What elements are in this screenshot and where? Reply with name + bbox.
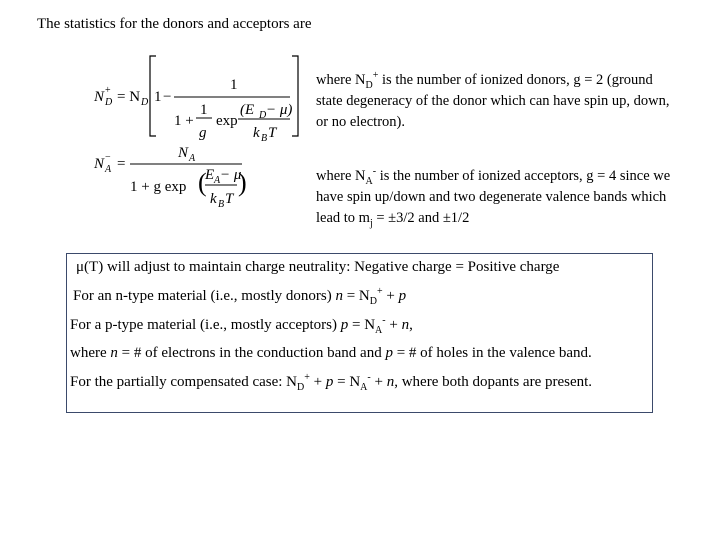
box-line-compensated: For the partially compensated case: $N_D^+ + p = N_A^- + n$, where both dopants are present. bbox=[70, 372, 593, 393]
box-line-n-type: For an n-type material (i.e., mostly donors) $n = N_D^+ + p$ bbox=[73, 286, 407, 307]
eq-donor-den-T: T bbox=[268, 125, 277, 141]
eq-donor-num-mu: − μ) bbox=[266, 102, 293, 118]
eq-acc-den: 1 + g exp bbox=[130, 179, 187, 195]
eq-acc-minus-mu: − μ bbox=[220, 167, 242, 183]
eq-donor-exp: exp bbox=[216, 113, 238, 129]
eq-donor-den-1plus: 1 + bbox=[174, 113, 194, 129]
page-heading: The statistics for the donors and acceptors are bbox=[37, 16, 312, 32]
box-line-p-type: For a p-type material (i.e., mostly acceptors) $p = N_A^- + n$, bbox=[70, 315, 413, 336]
box-line-definitions: where n = # of electrons in the conduction band and p = # of holes in the valence band. bbox=[70, 345, 592, 361]
eq-donor-num-sub: D bbox=[259, 110, 267, 121]
eq-acc-equals: = bbox=[117, 156, 126, 172]
eq-acc-lhs-N: N bbox=[94, 156, 105, 172]
eq-acc-k: k bbox=[210, 191, 217, 207]
eq-acc-num-sub: A bbox=[189, 153, 196, 164]
eq-donor-frac-1: 1 bbox=[200, 102, 208, 118]
eq-donor-minus: − bbox=[163, 89, 172, 105]
eq-acc-lhs-sup: − bbox=[105, 152, 111, 163]
eq-donor-eq-sub: D bbox=[141, 97, 149, 108]
eq-donor-lhs-N: N bbox=[94, 89, 105, 105]
eq-acc-T: T bbox=[225, 191, 234, 207]
acceptor-equation bbox=[90, 145, 250, 215]
eq-donor-num-1: 1 bbox=[230, 77, 238, 93]
box-line-neutrality: μ(T) will adjust to maintain charge neutrality: Negative charge = Positive charge bbox=[76, 259, 560, 275]
eq-donor-equals: = N bbox=[117, 89, 141, 105]
eq-acc-num-N: N bbox=[178, 145, 189, 161]
eq-acc-paren-r: ) bbox=[238, 168, 247, 197]
eq-acc-k-sub: B bbox=[218, 199, 225, 210]
charge-neutrality-box bbox=[66, 253, 653, 413]
eq-donor-lhs-sub: D bbox=[105, 97, 113, 108]
eq-acc-paren-l: ( bbox=[198, 168, 207, 197]
eq-acc-lhs-sub: A bbox=[105, 164, 112, 175]
eq-donor-den-k: k bbox=[253, 125, 260, 141]
eq-donor-frac-g: g bbox=[199, 125, 207, 141]
eq-donor-one: 1 bbox=[154, 89, 162, 105]
eq-donor-num-E: (E bbox=[240, 102, 255, 118]
donor-description: where $N_D^+$ is the number of ionized donors, g = 2 (ground state degeneracy of the donor which can have spin up, down, or no electron). bbox=[316, 70, 670, 130]
eq-acc-E-sub: A bbox=[214, 175, 221, 186]
acceptor-description: where $N_A^-$ is the number of ionized acceptors, g = 4 since we have spin up/down and two degenerate valence bands which lead to $m_j = \pm 3/2$ and ±1/2 bbox=[316, 166, 671, 229]
eq-acc-E: E bbox=[205, 167, 215, 183]
eq-donor-lhs-sup: + bbox=[105, 85, 111, 96]
eq-donor-den-k-sub: B bbox=[261, 133, 268, 142]
donor-equation bbox=[90, 52, 305, 142]
